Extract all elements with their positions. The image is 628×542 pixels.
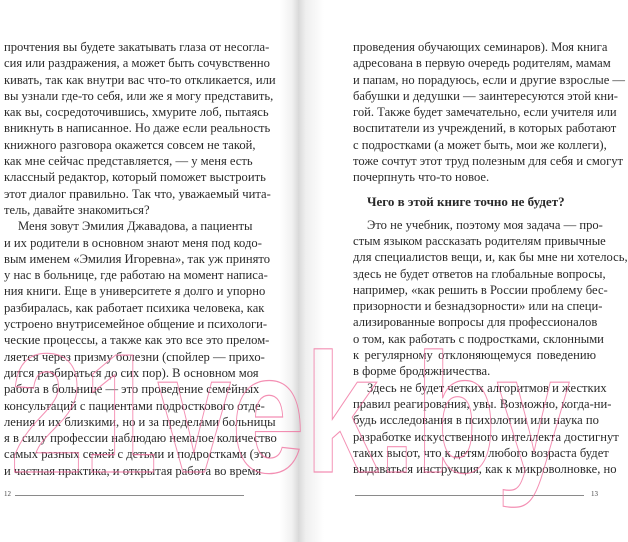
text-line: как мне сейчас представляется, — у меня есть: [4, 154, 253, 169]
text-line: книжного разговора окажется совсем не такой,: [4, 137, 256, 152]
text-line: дится разбираться до сих пор). В основном моя: [4, 365, 259, 380]
text-line: тель, давайте знакомиться?: [4, 202, 150, 217]
text-line: будь исследования в психологии или наука по: [353, 413, 599, 428]
text-line: Это не учебник, поэтому моя задача — про-: [367, 217, 603, 232]
text-line: разработке искусственного интеллекта достигнут: [353, 429, 619, 444]
right-page-text: [353, 39, 628, 477]
text-line: здесь не будет ответов на глобальные вопросы,: [353, 266, 606, 281]
text-line: проведения обучающих семинаров). Моя книга: [353, 40, 608, 54]
section-heading: Чего в этой книге точно не будет?: [367, 193, 565, 209]
text-line: ляется через призму болезни (спойлер — прихо-: [4, 349, 265, 364]
text-line: для специалистов вещи, и, как бы мне ни хотелось,: [353, 250, 628, 265]
text-line: с подростками (а может быть, мои же коллеги),: [353, 137, 607, 152]
text-line: самых разных семей с детьми и подростками (это: [4, 447, 271, 462]
text-line: и частная практика, и открытая работа во время: [4, 463, 262, 478]
text-line: вым именем «Эмилия Игоревна», так уж принято: [4, 251, 270, 266]
text-line: правил реагирования, увы. Возможно, когда-ни-: [353, 396, 612, 411]
text-line: ализированные вопросы для профессионалов: [353, 315, 598, 330]
text-line: разбиралась, как работает психика человека, как: [4, 300, 265, 315]
left-page-text: [4, 39, 277, 479]
text-line: воспитатели из учреждений, в которых работают: [353, 121, 617, 136]
text-line: к регулярному отклоняющемуся поведению: [353, 348, 596, 363]
text-line: ния книги. Еще в университете я долго и упорно: [4, 284, 266, 299]
text-line: стым языком рассказать родителям привычные: [353, 233, 606, 248]
text-line: тоже сочтут этот труд полезным для себя и смогут: [353, 154, 624, 169]
text-line: бабушки и дедушки — заинтересуются этой кни-: [353, 88, 619, 103]
text-line: адресована в первую очередь родителям, мамам: [353, 56, 611, 71]
text-line: классный редактор, который поможет выстроить: [4, 170, 266, 185]
text-line: гой. Также будет замечательно, если учителя или: [353, 105, 617, 120]
text-line: кивать, так как внутри вас что-то откликается, или: [4, 72, 276, 87]
text-line: призорности и безнадзорности» или на специ-: [353, 299, 603, 314]
watermark-text: 21vek.by: [10, 319, 570, 509]
text-line: почерпнуть что-то новое.: [353, 170, 490, 185]
text-line: ческие процессы, а также как это все это прелом-: [4, 333, 270, 348]
page-number-left: 12: [4, 490, 11, 498]
right-page: [298, 0, 628, 542]
text-line: этот диалог правильно. Так что, уважаемый чита-: [4, 186, 271, 201]
text-line: я в силу профессии наблюдаю немалое количество: [4, 431, 277, 446]
text-line: консультаций с пациентами подросткового отде-: [4, 398, 265, 413]
left-page: [0, 0, 298, 542]
text-line: Меня зовут Эмилия Джавадова, а пациенты: [18, 219, 253, 234]
text-line: выдаваться инструкция, как к микроволновке, но: [353, 462, 617, 477]
text-line: работа в больнице — это проведение семейных: [4, 382, 260, 397]
text-line: прочтения вы будете закатывать глаза от несогла-: [4, 40, 270, 54]
footer-rule-right: [355, 495, 584, 496]
text-line: вникнуть в написанное. Но даже если реальность: [4, 121, 271, 136]
text-line: и их родители в основном знают меня под кодо-: [4, 235, 262, 250]
text-line: ления и их близкими, но и за пределами больницы: [4, 414, 276, 429]
footer-rule-left: [15, 495, 244, 496]
text-line: таких высот, что к детям любого возраста будет: [353, 445, 609, 460]
text-line: и папам, но порадуюсь, если и другие взрослые —: [353, 72, 626, 87]
text-line: Здесь не будет четких алгоритмов и жестких: [367, 380, 607, 395]
text-line: сия или раздражения, а может быть сочувственно: [4, 56, 270, 71]
text-line: о том, как работать с подростками, склонными: [353, 331, 604, 346]
text-line: вы узнали где-то себя, или же я могу представить,: [4, 88, 274, 103]
page-number-right: 13: [591, 490, 598, 498]
text-line: у нас в больнице, где работаю на момент написа-: [4, 268, 268, 283]
text-line: в форме бродяжничества.: [353, 364, 491, 379]
text-line: устроено внутрисемейное общение и психологи-: [4, 317, 268, 332]
text-line: как вы, сосредоточившись, хмурите лоб, пытаясь: [4, 105, 269, 120]
text-line: например, «как решить в России проблему бес-: [353, 282, 608, 297]
